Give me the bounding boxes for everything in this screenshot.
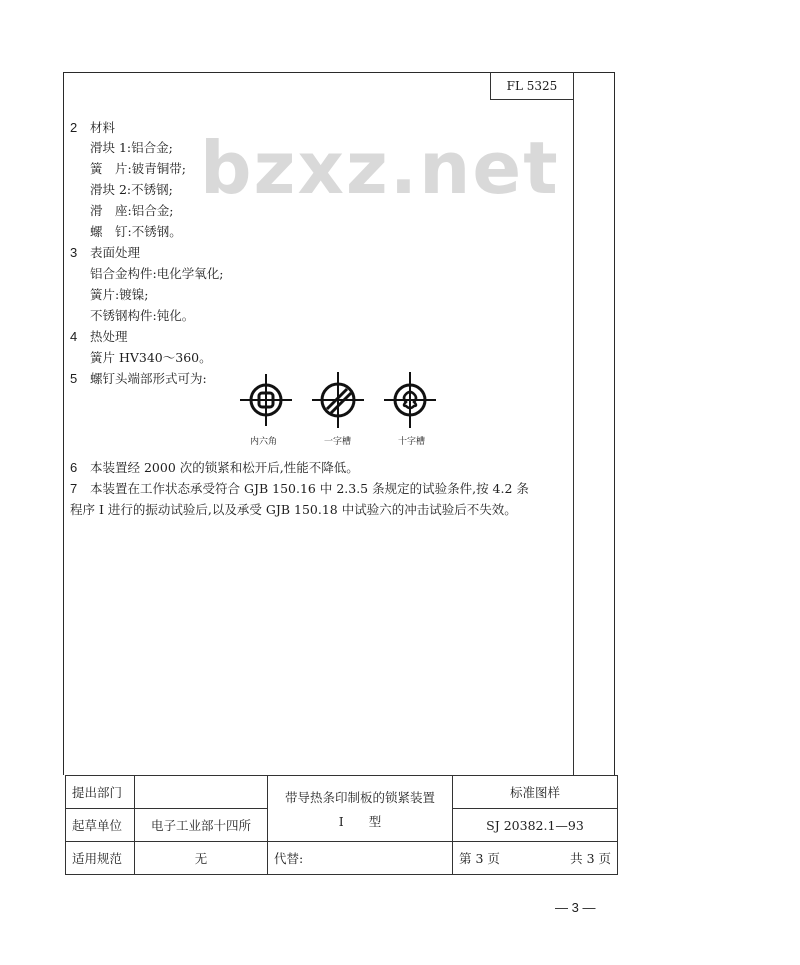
surface-item: 铝合金构件:电化学氧化; [90, 266, 224, 281]
section-5-heading: 5 螺钉头端部形式可为: [70, 371, 207, 386]
replace-label: 代替: [268, 842, 453, 875]
hex-socket-icon [240, 372, 292, 432]
page-current: 第 3 页 [453, 842, 536, 875]
surface-item: 不锈钢构件:钝化。 [90, 308, 195, 323]
heat-item: 簧片 HV340～360。 [90, 350, 212, 365]
screw-label: 内六角 [250, 437, 278, 447]
material-item: 滑 座:铝合金; [90, 203, 174, 218]
cross-recess-icon [384, 372, 436, 432]
section-3-heading: 3 表面处理 [70, 245, 141, 260]
paragraph-7-cont: 程序 I 进行的振动试验后,以及承受 GJB 150.18 中试验六的冲击试验后不失效。 [70, 502, 517, 517]
paragraph-7: 7 本装置在工作状态承受符合 GJB 150.16 中 2.3.5 条规定的试验条件,按 4.2 条 [70, 481, 529, 496]
title-block [65, 775, 618, 875]
material-item: 滑块 2:不锈钢; [90, 182, 173, 197]
drafter-value: 电子工业部十四所 [135, 809, 268, 842]
drafter-label: 起草单位 [66, 809, 135, 842]
frame-divider [573, 72, 574, 775]
page-total: 共 3 页 [535, 842, 618, 875]
category: 标准图样 [453, 776, 618, 809]
proposer-label: 提出部门 [66, 776, 135, 809]
material-item: 簧 片:铍青铜带; [90, 161, 186, 176]
watermark: bzxz.net [200, 126, 560, 210]
screw-label: 一字槽 [324, 437, 352, 447]
section-2-heading: 2 材料 [70, 120, 116, 135]
material-item: 滑块 1:铝合金; [90, 140, 173, 155]
drawing-title: 带导热条印制板的锁紧装置 I 型 [268, 776, 453, 842]
spec-value: 无 [135, 842, 268, 875]
proposer-value [135, 776, 268, 809]
document-code: FL 5325 [490, 72, 573, 100]
paragraph-6: 6 本装置经 2000 次的锁紧和松开后,性能不降低。 [70, 460, 359, 475]
page-number: — 3 — [555, 900, 596, 915]
slotted-icon [312, 372, 364, 432]
section-4-heading: 4 热处理 [70, 329, 128, 344]
surface-item: 簧片:镀镍; [90, 287, 149, 302]
spec-label: 适用规范 [66, 842, 135, 875]
screw-label: 十字槽 [398, 437, 426, 447]
standard-number: SJ 20382.1—93 [453, 809, 618, 842]
material-item: 螺 钉:不锈钢。 [90, 224, 182, 239]
screw-head-figures [240, 372, 440, 452]
